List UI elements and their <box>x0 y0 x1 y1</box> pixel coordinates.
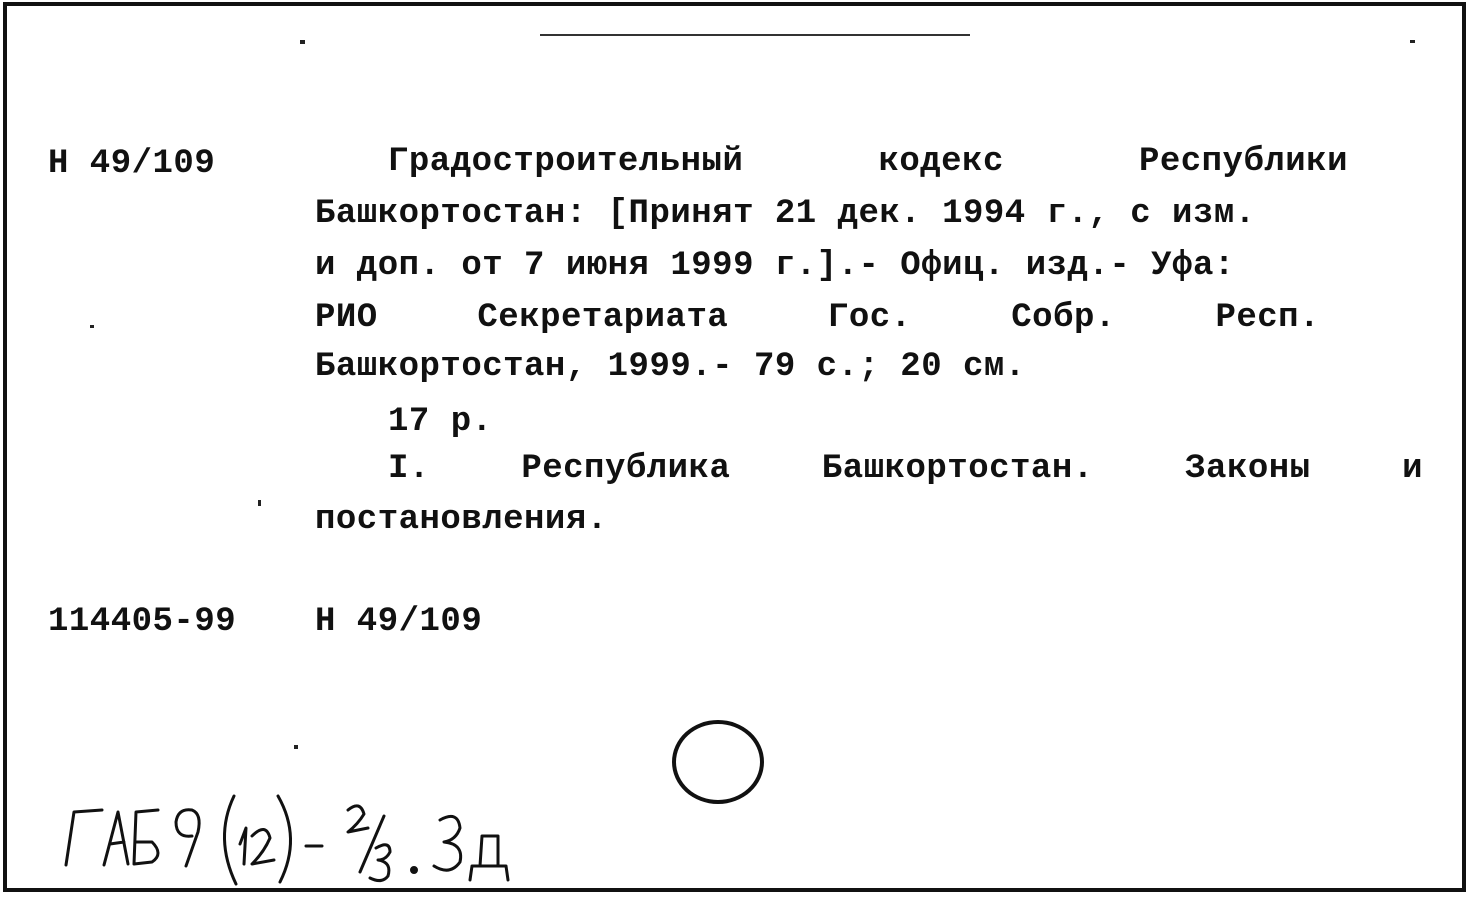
desc-word: РИО <box>315 299 378 337</box>
shelfmark-repeat: Н 49/109 <box>315 603 483 641</box>
speck <box>258 500 261 506</box>
subject-word: I. <box>388 450 430 488</box>
desc-word: Собр. <box>1011 299 1116 337</box>
speck <box>90 325 94 328</box>
desc-word: Республики <box>1138 143 1348 181</box>
subject-word: Республика <box>521 450 731 488</box>
subject-line-2: постановления. <box>315 501 608 539</box>
desc-word: Градостроительный <box>388 143 744 181</box>
desc-word: Респ. <box>1215 299 1320 337</box>
description-line-1 <box>388 145 1348 179</box>
top-dash-line <box>540 34 970 36</box>
subject-word: Законы <box>1185 450 1311 488</box>
speck <box>300 40 305 44</box>
accession-number: 114405-99 <box>48 603 237 641</box>
desc-word: кодекс <box>878 143 1004 181</box>
desc-word: Гос. <box>827 299 912 337</box>
subject-word: Башкортостан. <box>821 450 1094 488</box>
subject-word: и <box>1402 450 1423 488</box>
handwritten-code <box>52 780 612 890</box>
price: 17 р. <box>388 403 493 441</box>
description-line-2: Башкортостан: [Принят 21 дек. 1994 г., с изм. <box>315 195 1256 233</box>
description-line-5: Башкортостан, 1999.- 79 с.; 20 см. <box>315 348 1026 386</box>
shelfmark: Н 49/109 <box>48 145 216 183</box>
subject-line-1 <box>388 452 1423 486</box>
description-line-4 <box>315 301 1320 335</box>
speck <box>1410 40 1415 43</box>
description-line-3: и доп. от 7 июня 1999 г.].- Офиц. изд.- Уфа: <box>315 247 1235 285</box>
speck <box>294 745 298 749</box>
desc-word: Секретариата <box>477 299 729 337</box>
punch-hole <box>672 720 764 804</box>
